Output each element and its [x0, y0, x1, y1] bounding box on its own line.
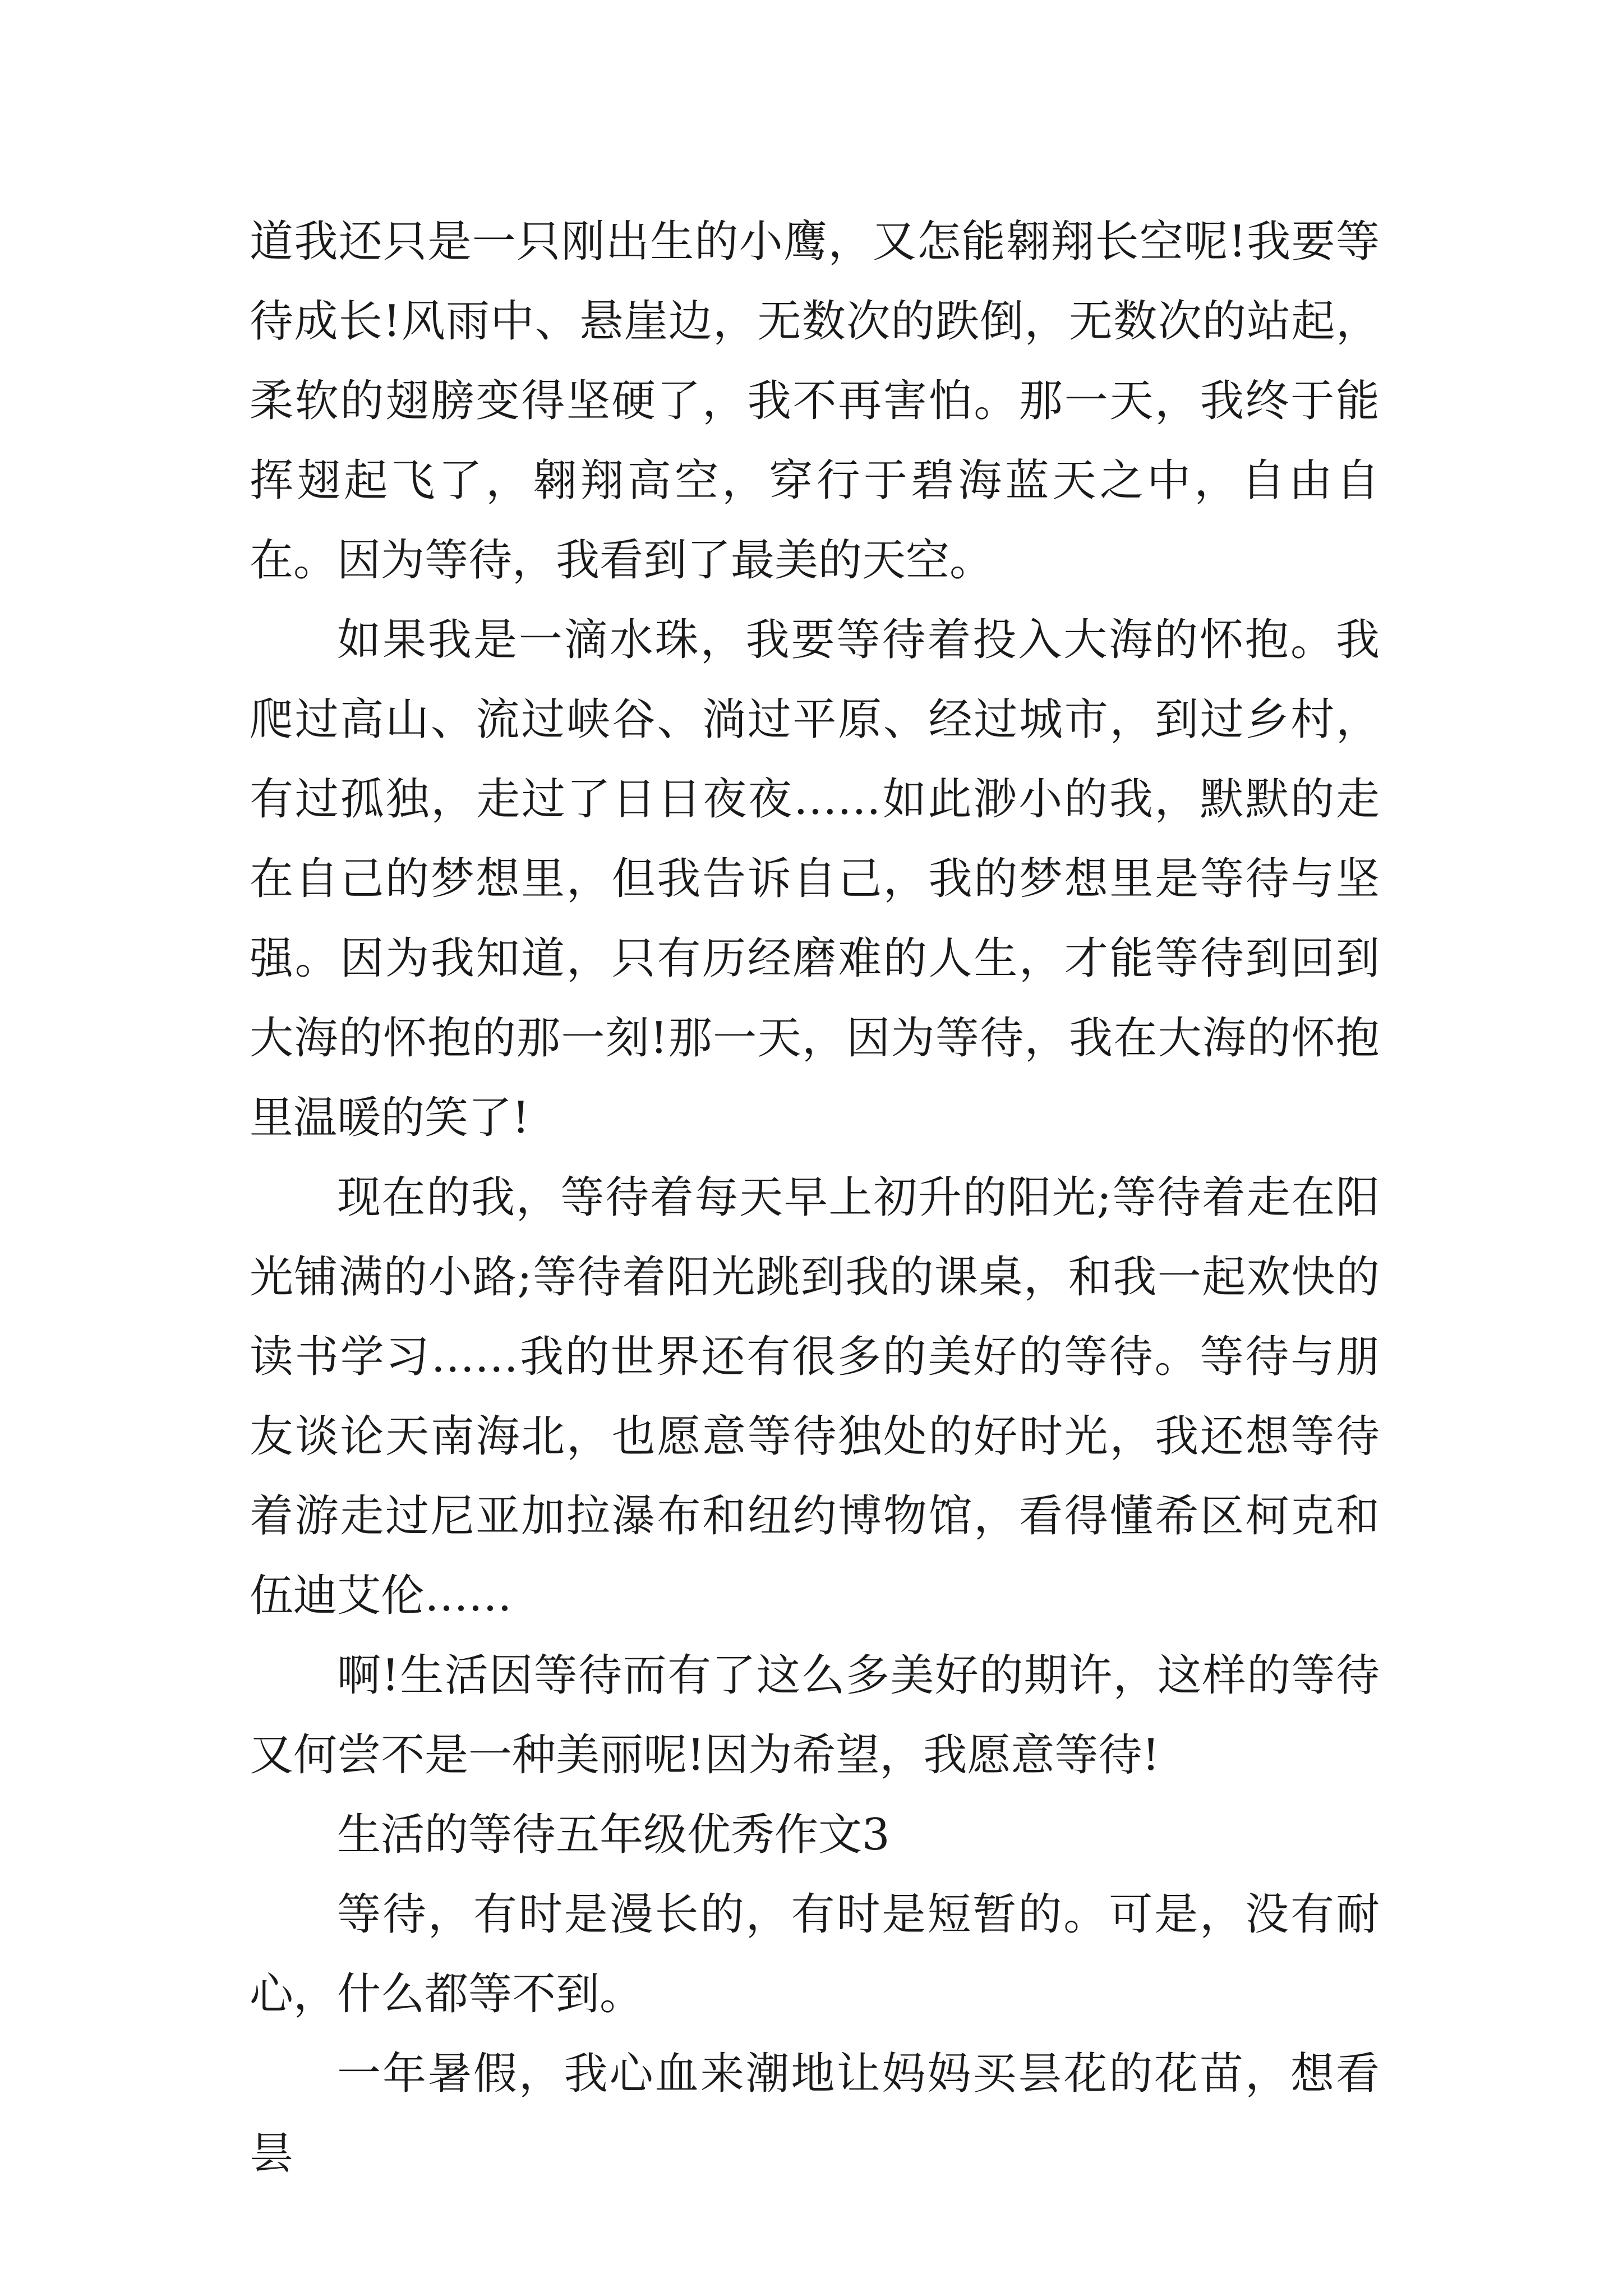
paragraph-summer: 一年暑假，我心血来潮地让妈妈买昙花的花苗，想看昙 — [250, 2049, 1380, 2179]
paragraph-present: 现在的我，等待着每天早上初升的阳光;等待着走在阳光铺满的小路;等待着阳光跳到我的课桌，和我一起欢快的读书学习……我的世界还有很多的美好的等待。等待与朋友谈论天南海北，也愿意等待独处的好时光，我还想等待着游走过尼亚加拉瀑布和纽约博物馆，看得懂希区柯克和伍迪艾伦…… — [250, 1172, 1380, 1621]
paragraph-continued: 道我还只是一只刚出生的小鹰，又怎能翱翔长空呢!我要等待成长!风雨中、悬崖边，无数次的跌倒，无数次的站起，柔软的翅膀变得坚硬了，我不再害怕。那一天，我终于能挥翅起飞了，翱翔高空，穿行于碧海蓝天之中，自由自在。因为等待，我看到了最美的天空。 — [250, 217, 1380, 586]
document-body — [250, 202, 1380, 2193]
paragraph-conclusion: 啊!生活因等待而有了这么多美好的期许，这样的等待又何尝不是一种美丽呢!因为希望，我愿意等待! — [250, 1650, 1380, 1780]
section-heading: 生活的等待五年级优秀作文3 — [337, 1810, 890, 1860]
paragraph-waiting-intro: 等待，有时是漫长的，有时是短暂的。可是，没有耐心，什么都等不到。 — [250, 1889, 1380, 2019]
paragraph-water-drop: 如果我是一滴水珠，我要等待着投入大海的怀抱。我爬过高山、流过峡谷、淌过平原、经过城市，到过乡村，有过孤独，走过了日日夜夜……如此渺小的我，默默的走在自己的梦想里，但我告诉自己，我的梦想里是等待与坚强。因为我知道，只有历经磨难的人生，才能等待到回到大海的怀抱的那一刻!那一天，因为等待，我在大海的怀抱里温暖的笑了! — [250, 615, 1380, 1143]
